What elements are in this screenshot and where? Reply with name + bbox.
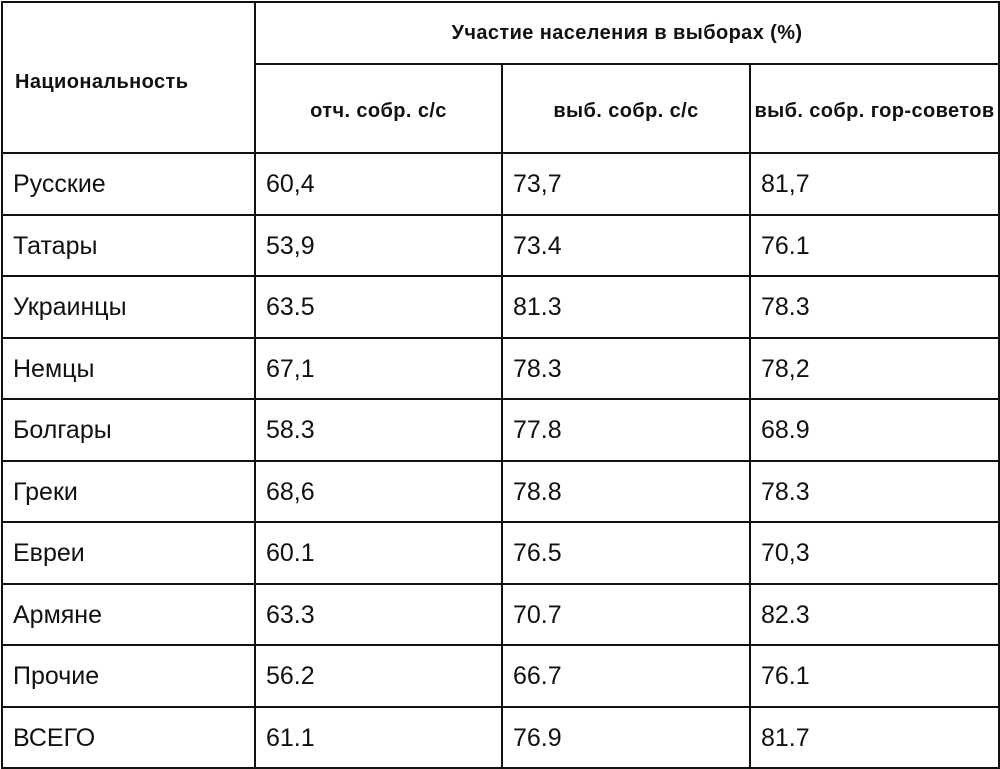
nationality-cell: Русские <box>2 153 255 215</box>
value-cell: 68.9 <box>750 399 999 461</box>
value-cell: 63.3 <box>255 584 502 646</box>
value-cell: 60,4 <box>255 153 502 215</box>
table-row <box>2 522 999 584</box>
column-header: выб. собр. с/с <box>502 64 750 153</box>
value-cell: 61.1 <box>255 707 502 769</box>
value-cell: 73,7 <box>502 153 750 215</box>
column-header: отч. собр. с/с <box>255 64 502 153</box>
table-row <box>2 707 999 769</box>
value-cell: 81.3 <box>502 276 750 338</box>
table-row <box>2 276 999 338</box>
value-cell: 66.7 <box>502 645 750 707</box>
value-cell: 78.8 <box>502 461 750 523</box>
nationality-cell: Греки <box>2 461 255 523</box>
nationality-cell: Евреи <box>2 522 255 584</box>
nationality-cell: Немцы <box>2 338 255 400</box>
value-cell: 76.1 <box>750 645 999 707</box>
value-cell: 58.3 <box>255 399 502 461</box>
value-cell: 73.4 <box>502 215 750 277</box>
value-cell: 56.2 <box>255 645 502 707</box>
value-cell: 78.3 <box>502 338 750 400</box>
value-cell: 77.8 <box>502 399 750 461</box>
value-cell: 78.3 <box>750 276 999 338</box>
nationality-header: Национальность <box>2 2 255 153</box>
value-cell: 76.5 <box>502 522 750 584</box>
table-row <box>2 215 999 277</box>
table-row <box>2 645 999 707</box>
election-participation-table <box>1 1 1000 769</box>
column-header: выб. собр. гор-советов <box>750 64 999 153</box>
participation-group-header: Участие населения в выборах (%) <box>255 2 999 64</box>
value-cell: 70,3 <box>750 522 999 584</box>
nationality-cell: Прочие <box>2 645 255 707</box>
nationality-cell: Татары <box>2 215 255 277</box>
table-row <box>2 338 999 400</box>
header-row-top <box>2 2 999 64</box>
value-cell: 68,6 <box>255 461 502 523</box>
table-row <box>2 399 999 461</box>
nationality-cell: Армяне <box>2 584 255 646</box>
value-cell: 76.1 <box>750 215 999 277</box>
table-row <box>2 584 999 646</box>
value-cell: 78,2 <box>750 338 999 400</box>
table-row <box>2 153 999 215</box>
nationality-cell: ВСЕГО <box>2 707 255 769</box>
table-header <box>2 2 999 153</box>
table-body <box>2 153 999 768</box>
value-cell: 60.1 <box>255 522 502 584</box>
value-cell: 81,7 <box>750 153 999 215</box>
value-cell: 76.9 <box>502 707 750 769</box>
table-row <box>2 461 999 523</box>
value-cell: 78.3 <box>750 461 999 523</box>
value-cell: 67,1 <box>255 338 502 400</box>
value-cell: 70.7 <box>502 584 750 646</box>
value-cell: 81.7 <box>750 707 999 769</box>
nationality-cell: Украинцы <box>2 276 255 338</box>
value-cell: 63.5 <box>255 276 502 338</box>
value-cell: 53,9 <box>255 215 502 277</box>
nationality-cell: Болгары <box>2 399 255 461</box>
value-cell: 82.3 <box>750 584 999 646</box>
